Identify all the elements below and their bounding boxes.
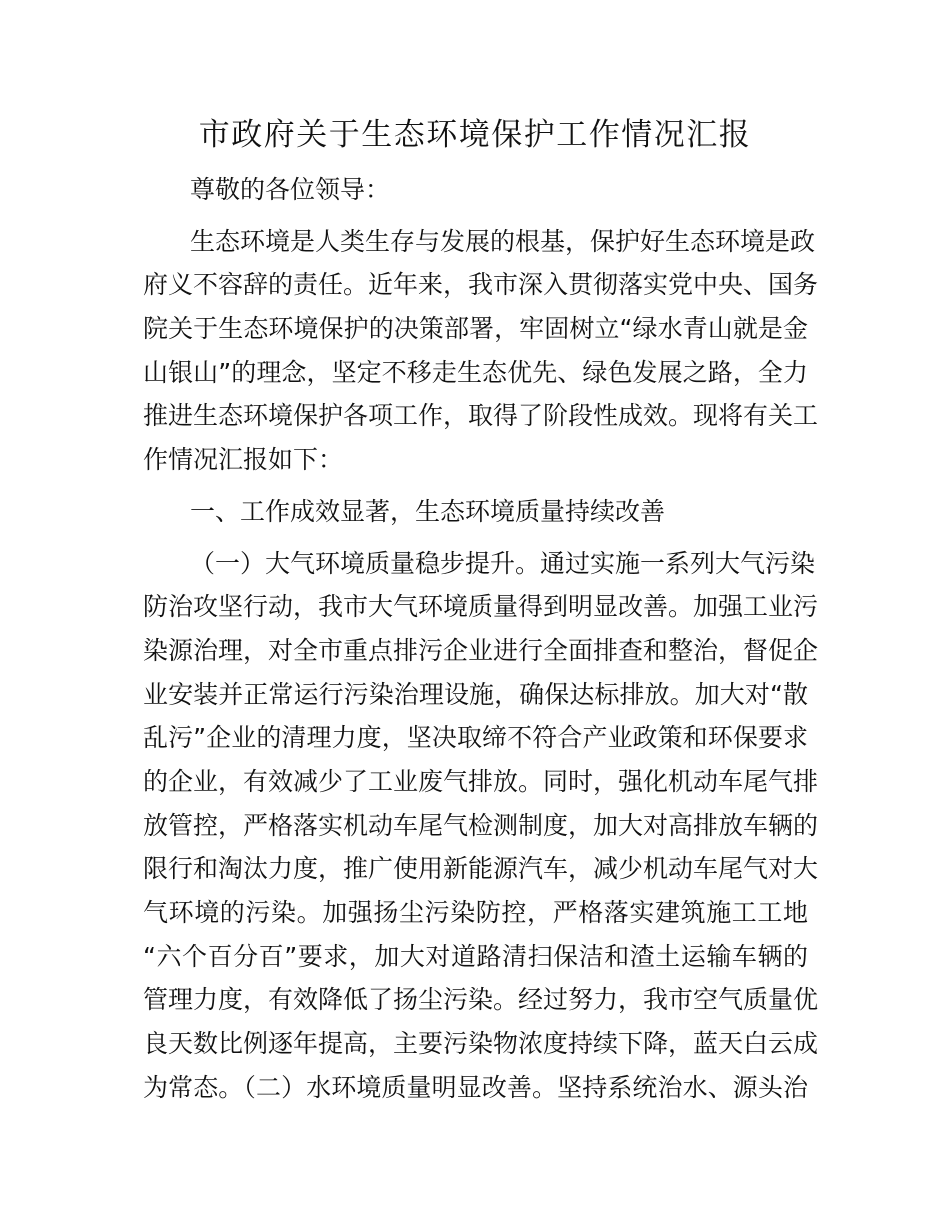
text-line: 院关于生态环境保护的决策部署，牢固树立“绿水青山就是金 bbox=[143, 314, 808, 344]
text-line: 为常态。（二）水环境质量明显改善。坚持系统治水、源头治 bbox=[143, 1072, 808, 1102]
greeting: 尊敬的各位领导： bbox=[190, 175, 391, 204]
document-body bbox=[143, 168, 819, 1109]
text-line: 乱污”企业的清理力度，坚决取缔不符合产业政策和环保要求 bbox=[143, 723, 808, 753]
text-line: 染源治理，对全市重点排污企业进行全面排查和整治，督促企 bbox=[143, 635, 819, 665]
text-line: 限行和淘汰力度，推广使用新能源汽车，减少机动车尾气对大 bbox=[143, 854, 819, 884]
paragraph-intro bbox=[143, 220, 819, 482]
text-line: 作情况汇报如下： bbox=[143, 445, 344, 475]
text-line: 生态环境是人类生存与发展的根基，保护好生态环境是政 bbox=[190, 226, 816, 256]
text-line: 气环境的污染。加强扬尘污染防控，严格落实建筑施工工地 bbox=[143, 898, 808, 927]
text-line: 放管控，严格落实机动车尾气检测制度，加大对高排放车辆的 bbox=[143, 810, 819, 840]
paragraph-air-quality bbox=[143, 542, 819, 1110]
text-line: 山银山”的理念，坚定不移走生态优先、绿色发展之路，全力 bbox=[143, 357, 808, 387]
document-title: 市政府关于生态环境保护工作情况汇报 bbox=[198, 117, 752, 153]
text-line: 防治攻坚行动，我市大气环境质量得到明显改善。加强工业污 bbox=[143, 592, 819, 622]
text-line: 推进生态环境保护各项工作，取得了阶段性成效。现将有关工 bbox=[143, 401, 819, 431]
text-line: 良天数比例逐年提高，主要污染物浓度持续下降，蓝天白云成 bbox=[143, 1029, 819, 1059]
text-line: 管理力度，有效降低了扬尘污染。经过努力，我市空气质量优 bbox=[143, 985, 819, 1015]
text-line: “六个百分百”要求，加大对道路清扫保洁和渣土运输车辆的 bbox=[143, 941, 808, 971]
section-heading: 一、工作成效显著，生态环境质量持续改善 bbox=[190, 496, 666, 526]
text-line: （一）大气环境质量稳步提升。通过实施一系列大气污染 bbox=[190, 548, 816, 578]
text-line: 府义不容辞的责任。近年来，我市深入贯彻落实党中央、国务 bbox=[143, 270, 819, 300]
text-line: 的企业，有效减少了工业废气排放。同时，强化机动车尾气排 bbox=[143, 766, 819, 796]
text-line: 业安装并正常运行污染治理设施，确保达标排放。加大对“散 bbox=[143, 679, 808, 709]
